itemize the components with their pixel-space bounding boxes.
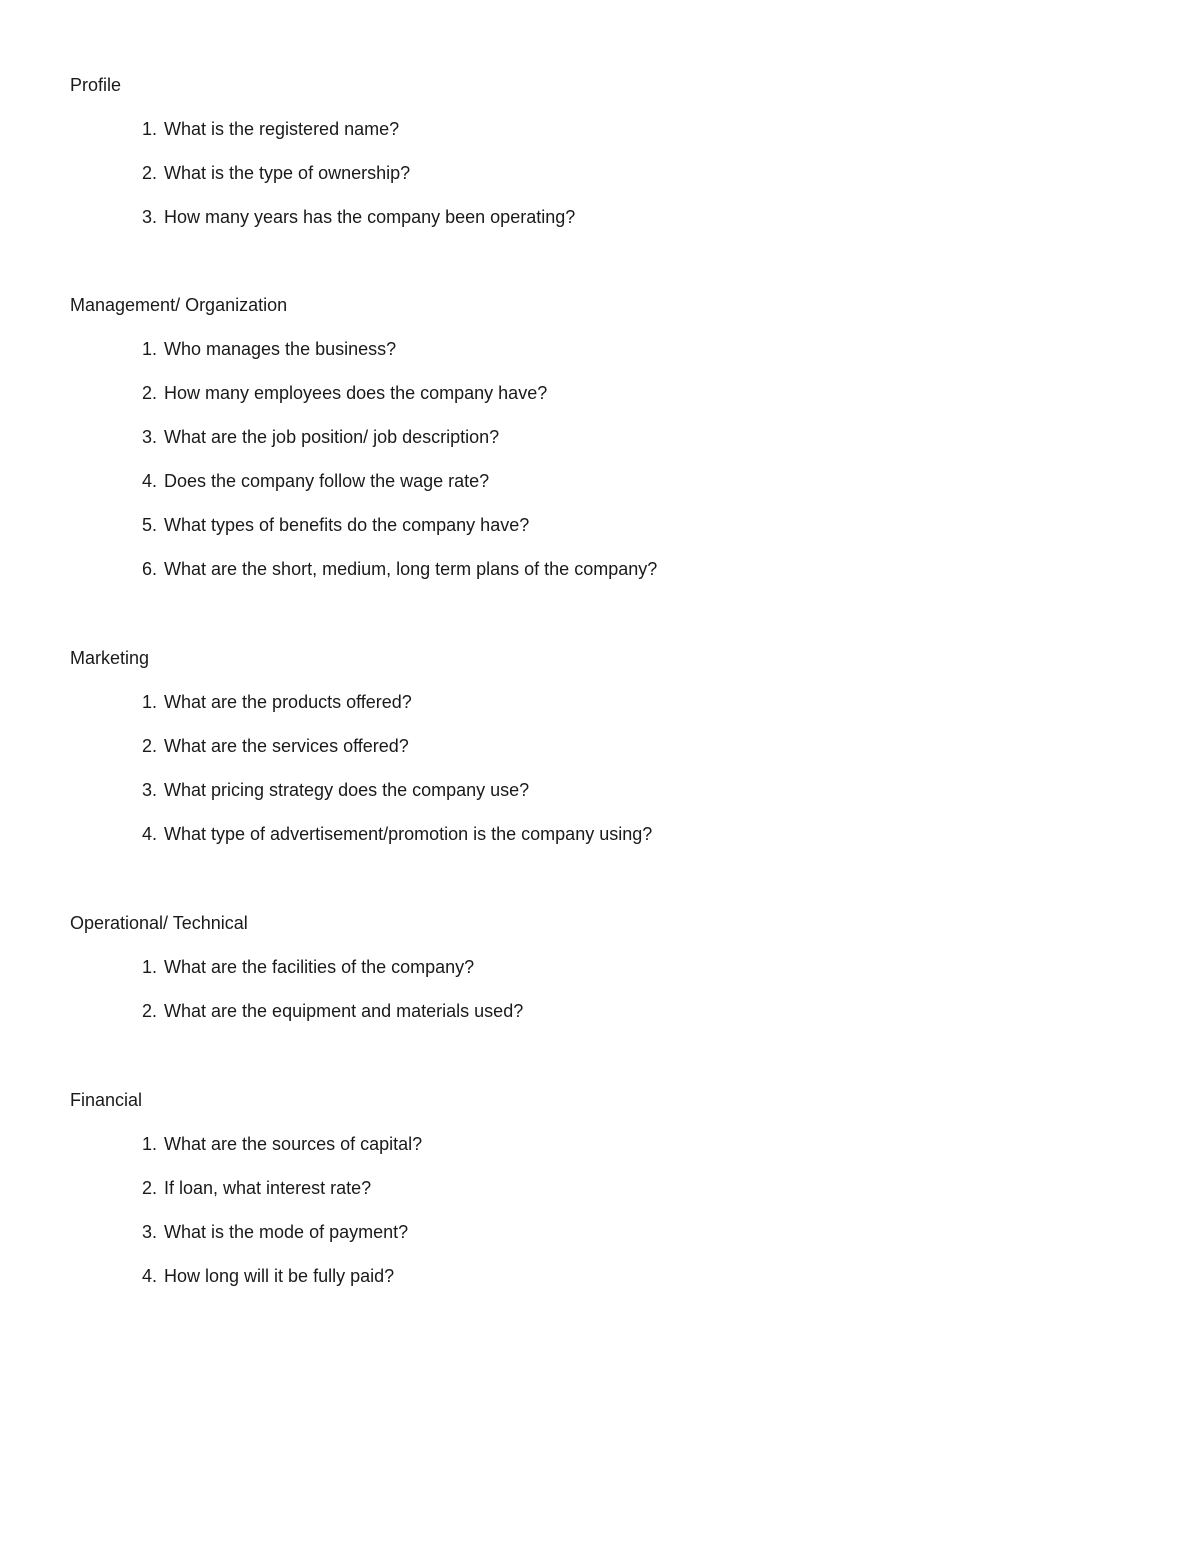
question-text: What are the equipment and materials used? xyxy=(164,1001,524,1021)
question-text: What is the mode of payment? xyxy=(164,1222,409,1242)
question-item xyxy=(70,1132,1130,1156)
question-text: How many employees does the company have? xyxy=(164,383,548,403)
question-text: What type of advertisement/promotion is the company using? xyxy=(164,824,653,844)
question-text: Does the company follow the wage rate? xyxy=(164,471,490,491)
question-item xyxy=(70,205,1130,229)
question-text: Who manages the business? xyxy=(164,339,397,359)
item-number: 1. xyxy=(142,692,158,712)
question-text: What is the type of ownership? xyxy=(164,163,411,183)
item-number: 4. xyxy=(142,824,158,844)
section-heading: Management/ Organization xyxy=(70,295,288,315)
question-list xyxy=(70,1132,1130,1288)
question-item xyxy=(70,1264,1130,1288)
question-text: What are the job position/ job description? xyxy=(164,427,500,447)
item-number: 3. xyxy=(142,1222,158,1242)
question-text: What are the services offered? xyxy=(164,736,409,756)
question-item xyxy=(70,117,1130,141)
question-text: What are the short, medium, long term plans of the company? xyxy=(164,559,658,579)
question-item xyxy=(70,425,1130,449)
item-number: 2. xyxy=(142,1001,158,1021)
item-number: 1. xyxy=(142,957,158,977)
question-item xyxy=(70,999,1130,1023)
question-item xyxy=(70,822,1130,846)
question-item xyxy=(70,557,1130,581)
item-number: 3. xyxy=(142,780,158,800)
item-number: 6. xyxy=(142,559,158,579)
section-profile xyxy=(70,73,1130,229)
section-financial xyxy=(70,1088,1130,1288)
section-heading: Profile xyxy=(70,75,122,95)
question-text: If loan, what interest rate? xyxy=(164,1178,372,1198)
section-heading: Operational/ Technical xyxy=(70,913,248,933)
question-text: How many years has the company been operating? xyxy=(164,207,576,227)
item-number: 2. xyxy=(142,163,158,183)
question-item xyxy=(70,513,1130,537)
question-list xyxy=(70,690,1130,846)
section-operational xyxy=(70,911,1130,1023)
section-heading: Marketing xyxy=(70,648,150,668)
question-list xyxy=(70,117,1130,229)
question-item xyxy=(70,161,1130,185)
section-heading: Financial xyxy=(70,1090,143,1110)
item-number: 3. xyxy=(142,427,158,447)
question-item xyxy=(70,1176,1130,1200)
item-number: 1. xyxy=(142,1134,158,1154)
section-marketing xyxy=(70,646,1130,846)
question-text: What are the products offered? xyxy=(164,692,412,712)
question-text: What are the sources of capital? xyxy=(164,1134,423,1154)
question-item xyxy=(70,469,1130,493)
item-number: 1. xyxy=(142,339,158,359)
question-text: How long will it be fully paid? xyxy=(164,1266,395,1286)
item-number: 4. xyxy=(142,1266,158,1286)
question-item xyxy=(70,778,1130,802)
item-number: 3. xyxy=(142,207,158,227)
item-number: 2. xyxy=(142,1178,158,1198)
question-list xyxy=(70,955,1130,1023)
question-item xyxy=(70,690,1130,714)
question-list xyxy=(70,337,1130,581)
item-number: 2. xyxy=(142,736,158,756)
item-number: 5. xyxy=(142,515,158,535)
item-number: 1. xyxy=(142,119,158,139)
question-text: What types of benefits do the company have? xyxy=(164,515,530,535)
question-item xyxy=(70,337,1130,361)
question-item xyxy=(70,734,1130,758)
question-text: What pricing strategy does the company use? xyxy=(164,780,530,800)
question-item xyxy=(70,381,1130,405)
question-text: What is the registered name? xyxy=(164,119,400,139)
item-number: 2. xyxy=(142,383,158,403)
question-text: What are the facilities of the company? xyxy=(164,957,475,977)
question-item xyxy=(70,1220,1130,1244)
section-management xyxy=(70,293,1130,581)
question-item xyxy=(70,955,1130,979)
item-number: 4. xyxy=(142,471,158,491)
